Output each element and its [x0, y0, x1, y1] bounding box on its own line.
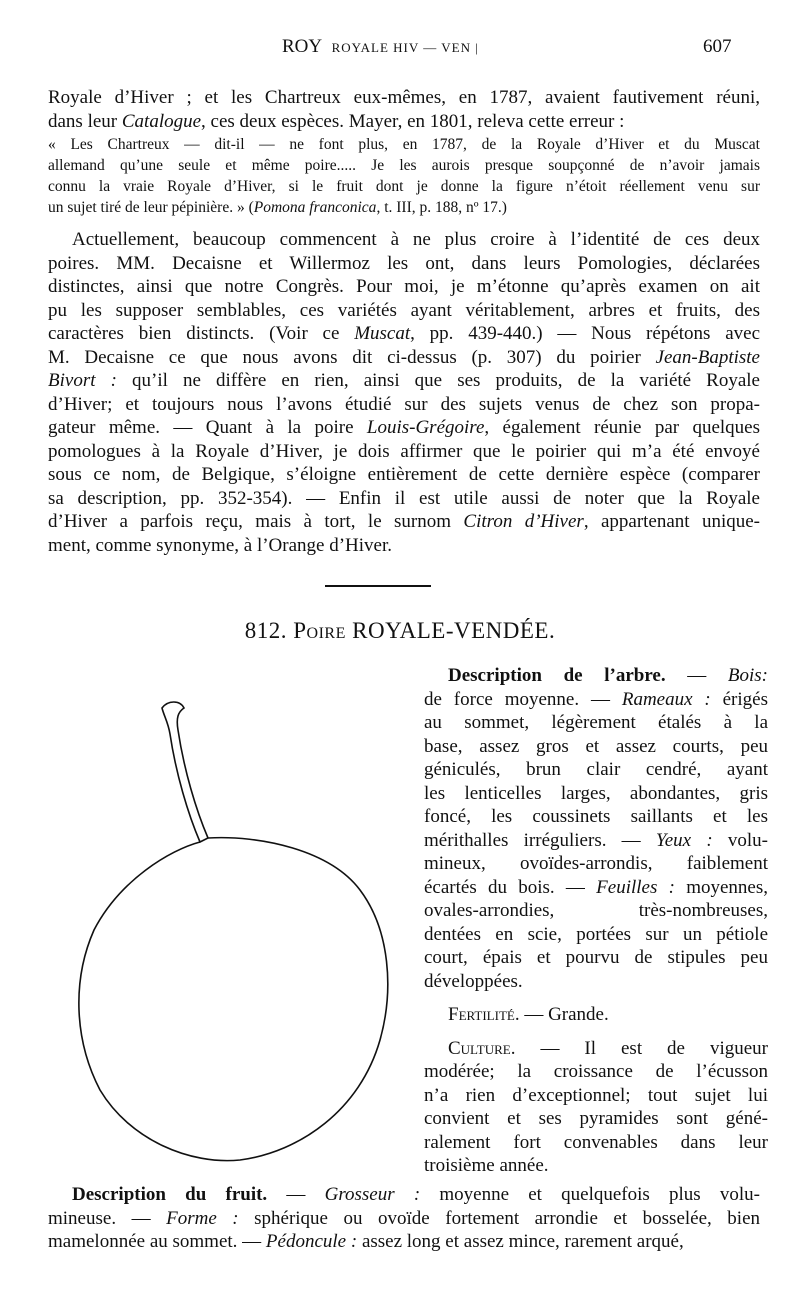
text-segment: ovales-arrondies, très-nombreuses, [424, 900, 768, 921]
text-line [48, 197, 760, 218]
text-segment: géniculés, brun clair cendré, ayant [424, 759, 768, 780]
text-line [424, 1084, 768, 1108]
text-segment: , t. III, p. 188, nº 17.) [376, 199, 507, 216]
pear-outline [79, 838, 388, 1161]
text-segment: sphérique ou ovoïde fortement arrondie et bosselée, bien [238, 1207, 760, 1229]
text-line [48, 440, 760, 464]
text-segment: développées. [424, 970, 523, 992]
italic-text: Muscat [354, 323, 411, 344]
text-line [424, 758, 768, 782]
text-segment: — [267, 1184, 325, 1205]
text-segment: ralement fort convenables dans leur [424, 1131, 768, 1153]
text-segment: d’Hiver a parfois reçu, mais à tort, le surnom [48, 511, 464, 532]
quotation-mayer [48, 134, 760, 218]
bold-heading: Description de l’arbre. [448, 665, 666, 686]
text-segment: poires. MM. Decaisne et Willermoz les ont, dans leurs Pomologies, déclarées [48, 252, 760, 274]
italic-text: Bivort : [48, 370, 117, 391]
section-name: ROYALE-VENDÉE. [352, 618, 556, 643]
text-line [424, 664, 768, 688]
text-segment: mineux, ovoïdes-arrondis, faiblement [424, 853, 768, 874]
text-segment: modérée; la croissance de l’écusson [424, 1061, 768, 1082]
text-line [48, 1230, 760, 1254]
text-segment: gateur même. — Quant à la poire [48, 417, 367, 438]
italic-text: Forme : [166, 1207, 239, 1229]
text-line [48, 176, 760, 197]
text-line [424, 899, 768, 923]
italic-text: Pédoncule : [265, 1231, 358, 1252]
text-segment: M. Decaisne ce que nous avons dit ci-dessus (p. 307) du poirier [48, 346, 656, 368]
text-segment: mérithalles irréguliers. — [424, 829, 656, 851]
text-segment: pu les supposer semblables, ces variétés ayant véritablement, arbres et fruits, des [48, 299, 760, 321]
text-line [424, 1131, 768, 1155]
italic-text: Catalogue [121, 110, 202, 132]
text-segment: un sujet tiré de leur pépinière. » ( [48, 199, 254, 216]
text-line [48, 463, 760, 487]
text-line [48, 487, 760, 511]
italic-text: Pomona franconica [253, 199, 377, 216]
text-line [424, 876, 768, 900]
text-line [48, 1183, 760, 1207]
text-segment: écartés du bois. — [424, 876, 597, 898]
text-segment: érigés [710, 688, 768, 710]
paragraph-identity [48, 228, 760, 557]
text-line [48, 346, 760, 370]
text-line [48, 134, 760, 155]
pear-stem [162, 702, 208, 842]
text-segment: caractères bien distincts. (Voir ce [48, 323, 355, 344]
text-line [48, 416, 760, 440]
text-line [424, 711, 768, 735]
text-line [424, 829, 768, 853]
text-segment: dentées en scie, portées sur un pétiole [424, 923, 768, 945]
text-line [424, 735, 768, 759]
text-line [424, 923, 768, 947]
page-number: 607 [703, 36, 732, 57]
italic-text: Feuilles : [596, 876, 675, 898]
text-segment: moyenne et quelquefois plus volu- [420, 1184, 761, 1205]
text-line [48, 252, 760, 276]
text-line [424, 688, 768, 712]
text-segment: les lenticelles larges, abondantes, gris [424, 782, 768, 804]
text-line [48, 228, 760, 252]
text-segment: dans leur [48, 110, 122, 132]
section-prefix: Poire [293, 618, 346, 643]
italic-text: Grosseur : [324, 1184, 421, 1205]
section-title [0, 618, 800, 644]
running-title-range: ROYALE HIV — VEN | [331, 40, 479, 55]
text-line [48, 369, 760, 393]
text-segment: qu’il ne diffère en rien, ainsi que ses produits, de la variété Royale [116, 370, 760, 391]
text-line [48, 393, 760, 417]
running-header [0, 36, 800, 60]
smallcaps-heading: Culture. [448, 1037, 516, 1059]
text-line [424, 946, 768, 970]
text-segment: mamelonnée au sommet. — [48, 1231, 266, 1252]
text-segment: d’Hiver; et toujours nous l’avons étudié sur des sujets venus de chez son propa- [48, 393, 760, 415]
text-line [48, 155, 760, 176]
tree-description [424, 664, 768, 993]
text-segment: assez long et assez mince, rarement arqué, [357, 1231, 684, 1252]
text-segment: , également réunie par quelques [484, 417, 761, 438]
text-segment: , pp. 439-440.) — Nous répétons avec [410, 323, 761, 344]
text-segment: distinctes, ainsi que notre Congrès. Pour moi, je m’étonne qu’après examen on ait [48, 276, 760, 297]
text-segment: — Il est de vigueur [515, 1037, 768, 1059]
text-segment: ment, comme synonyme, à l’Orange d’Hiver. [48, 534, 393, 556]
text-segment: base, assez gros et assez courts, peu [424, 735, 768, 757]
text-line [424, 1037, 768, 1061]
text-line [424, 1154, 768, 1178]
text-segment: sous ce nom, de Belgique, s’éloigne entièrement de cette dernière espèce (comparer [48, 464, 760, 485]
running-title [282, 36, 479, 58]
tree-description-column [424, 664, 768, 1178]
text-line [48, 299, 760, 323]
text-segment: pomologues à la Royale d’Hiver, je dois affirmer que le poirier qui m’a été envoyé [48, 440, 760, 462]
section-number: 812. [244, 618, 287, 643]
text-segment: troisième année. [424, 1155, 549, 1176]
text-line [424, 805, 768, 829]
text-segment: Royale d’Hiver ; et les Chartreux eux-mêmes, en 1787, avaient fautivement réuni, [48, 87, 760, 108]
text-line [424, 970, 768, 994]
text-segment: court, épais et pourvu de stipules peu [424, 947, 768, 968]
text-segment: mineuse. — [48, 1207, 167, 1229]
italic-text: Louis-Grégoire [366, 417, 485, 438]
italic-text: Bois: [727, 665, 769, 686]
text-segment: — Grande. [519, 1004, 609, 1025]
text-segment: moyennes, [674, 876, 769, 898]
text-line [48, 534, 760, 558]
text-line [424, 852, 768, 876]
text-line [48, 322, 760, 346]
text-line [48, 110, 760, 134]
text-line [424, 1003, 768, 1027]
running-title-main: ROY [282, 36, 323, 57]
pear-illustration [60, 690, 400, 1180]
bold-heading: Description du fruit. [72, 1184, 268, 1205]
text-segment: , ces deux espèces. Mayer, en 1801, releva cette erreur : [201, 110, 625, 132]
text-line [48, 275, 760, 299]
fertility [424, 1003, 768, 1027]
text-segment: foncé, les coussinets saillants et les [424, 806, 768, 827]
text-segment: Actuellement, beaucoup commencent à ne plus croire à l’identité de ces deux [72, 229, 760, 250]
italic-text: Rameaux : [621, 688, 711, 710]
paragraph-intro [48, 86, 760, 133]
italic-text: Jean-Baptiste [655, 346, 760, 368]
text-line [48, 1207, 760, 1231]
text-line [424, 782, 768, 806]
text-segment: connu la vraie Royale d’Hiver, si le fruit dont je donne la figure n’étoit réellement venu sur [48, 178, 760, 195]
text-segment: , appartenant unique- [583, 511, 760, 532]
text-segment: allemand qu’une seule et même poire..... Je les aurois presque soupçonné de n’avoir jamais [48, 157, 760, 174]
text-segment: « Les Chartreux — dit-il — ne font plus, en 1787, de la Royale d’Hiver et du Muscat [48, 136, 760, 153]
text-line [424, 1060, 768, 1084]
text-line [48, 86, 760, 110]
text-segment: — [665, 665, 728, 686]
text-segment: sa description, pp. 352-354). — Enfin il est utile aussi de noter que la Royale [48, 487, 760, 509]
text-segment: n’a rien d’exceptionnel; tout sujet lui [424, 1084, 768, 1106]
text-segment: volu- [712, 829, 768, 851]
text-line [48, 510, 760, 534]
culture [424, 1037, 768, 1178]
fruit-description [48, 1183, 760, 1254]
text-segment: au sommet, légèrement étalés à la [424, 712, 768, 733]
italic-text: Yeux : [655, 829, 713, 851]
text-line [424, 1107, 768, 1131]
text-segment: convient et ses pyramides sont géné- [424, 1108, 768, 1129]
section-divider [325, 585, 431, 587]
text-segment: de force moyenne. — [424, 688, 622, 710]
smallcaps-heading: Fertilité. [448, 1004, 520, 1025]
italic-text: Citron d’Hiver [463, 511, 584, 532]
